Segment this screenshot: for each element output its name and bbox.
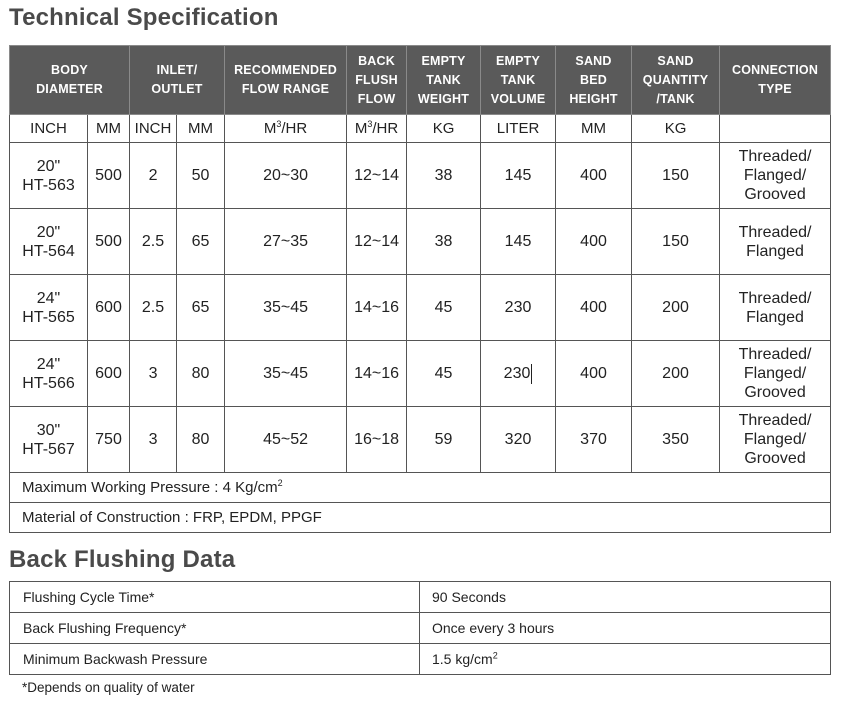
- header-sand-bed-height: SAND BED HEIGHT: [556, 46, 632, 115]
- cell-connection: Threaded/ Flanged/ Grooved: [720, 143, 831, 209]
- cell-volume: 145: [481, 143, 556, 209]
- spec-header-row: [10, 46, 831, 115]
- max-pressure-row: [10, 473, 831, 503]
- cell-bed: 400: [556, 341, 632, 407]
- unit-io-inch: INCH: [130, 115, 177, 143]
- cell-quantity: 200: [632, 275, 720, 341]
- back-flushing-table: [9, 581, 831, 675]
- unit-weight: KG: [407, 115, 481, 143]
- header-empty-tank-volume: EMPTY TANK VOLUME: [481, 46, 556, 115]
- cell-volume: 145: [481, 209, 556, 275]
- unit-quantity: KG: [632, 115, 720, 143]
- table-row: [10, 582, 831, 613]
- cell-dia-mm: 600: [88, 341, 130, 407]
- cell-weight: 38: [407, 209, 481, 275]
- material-row: [10, 503, 831, 533]
- cell-quantity: 150: [632, 143, 720, 209]
- cell-flow: 45~52: [225, 407, 347, 473]
- unit-connection: [720, 115, 831, 143]
- cell-io-inch: 2: [130, 143, 177, 209]
- technical-spec-table: [9, 45, 831, 533]
- header-empty-tank-weight: EMPTY TANK WEIGHT: [407, 46, 481, 115]
- cell-quantity: 150: [632, 209, 720, 275]
- header-sand-quantity: SAND QUANTITY /TANK: [632, 46, 720, 115]
- cell-quantity: 350: [632, 407, 720, 473]
- cell-io-inch: 3: [130, 341, 177, 407]
- unit-flow: $M^3/HR$: [225, 115, 347, 143]
- cell-back-flush: 14~16: [347, 275, 407, 341]
- cell-io-inch: 2.5: [130, 209, 177, 275]
- text-cursor: [531, 364, 532, 384]
- cell-quantity: 200: [632, 341, 720, 407]
- technical-spec-title: Technical Specification: [9, 4, 279, 31]
- flush-label: Minimum Backwash Pressure: [10, 644, 420, 675]
- unit-back-flush: $M^3/HR$: [347, 115, 407, 143]
- cell-bed: 400: [556, 209, 632, 275]
- cell-dia-mm: 500: [88, 143, 130, 209]
- header-connection-type: CONNECTION TYPE: [720, 46, 831, 115]
- cell-flow: 20~30: [225, 143, 347, 209]
- max-pressure-note: Maximum Working Pressure : 4 $Kg/cm^2$: [10, 473, 831, 503]
- cell-volume: 230: [481, 341, 556, 407]
- cell-io-mm: 80: [177, 341, 225, 407]
- cell-io-mm: 65: [177, 275, 225, 341]
- unit-dia-mm: MM: [88, 115, 130, 143]
- cell-connection: Threaded/ Flanged: [720, 275, 831, 341]
- cell-flow: 27~35: [225, 209, 347, 275]
- header-recommended-flow-range: RECOMMENDED FLOW RANGE: [225, 46, 347, 115]
- header-inlet-outlet: INLET/ OUTLET: [130, 46, 225, 115]
- cell-dia-mm: 750: [88, 407, 130, 473]
- cell-io-mm: 65: [177, 209, 225, 275]
- cell-connection: Threaded/ Flanged: [720, 209, 831, 275]
- flush-label: Back Flushing Frequency*: [10, 613, 420, 644]
- table-row: [10, 341, 831, 407]
- header-body-diameter: BODY DIAMETER: [10, 46, 130, 115]
- cell-dia-inch: 30" HT-567: [10, 407, 88, 473]
- cell-volume: 320: [481, 407, 556, 473]
- cell-back-flush: 16~18: [347, 407, 407, 473]
- cell-volume: 230: [481, 275, 556, 341]
- flush-value: Once every 3 hours: [420, 613, 831, 644]
- unit-volume: LITER: [481, 115, 556, 143]
- cell-dia-inch: 20" HT-563: [10, 143, 88, 209]
- cell-bed: 400: [556, 143, 632, 209]
- cell-connection: Threaded/ Flanged/ Grooved: [720, 407, 831, 473]
- footnote: *Depends on quality of water: [22, 680, 195, 695]
- table-row: [10, 275, 831, 341]
- table-row: [10, 644, 831, 675]
- cell-connection: Threaded/ Flanged/ Grooved: [720, 341, 831, 407]
- unit-io-mm: MM: [177, 115, 225, 143]
- cell-io-inch: 3: [130, 407, 177, 473]
- table-row: [10, 613, 831, 644]
- cell-dia-inch: 24" HT-565: [10, 275, 88, 341]
- cell-bed: 370: [556, 407, 632, 473]
- flush-value: 1.5 $kg/cm^2$: [420, 644, 831, 675]
- cell-io-mm: 80: [177, 407, 225, 473]
- table-row: [10, 209, 831, 275]
- cell-back-flush: 12~14: [347, 209, 407, 275]
- cell-dia-inch: 24" HT-566: [10, 341, 88, 407]
- cell-flow: 35~45: [225, 275, 347, 341]
- cell-weight: 45: [407, 275, 481, 341]
- units-row: [10, 115, 831, 143]
- cell-weight: 45: [407, 341, 481, 407]
- cell-bed: 400: [556, 275, 632, 341]
- cell-dia-mm: 600: [88, 275, 130, 341]
- cell-io-inch: 2.5: [130, 275, 177, 341]
- unit-bed: MM: [556, 115, 632, 143]
- back-flushing-title: Back Flushing Data: [9, 546, 236, 573]
- table-row: [10, 407, 831, 473]
- flush-label: Flushing Cycle Time*: [10, 582, 420, 613]
- unit-dia-inch: INCH: [10, 115, 88, 143]
- table-row: [10, 143, 831, 209]
- cell-flow: 35~45: [225, 341, 347, 407]
- material-note: Material of Construction : FRP, EPDM, PPGF: [10, 503, 831, 533]
- cell-back-flush: 12~14: [347, 143, 407, 209]
- cell-dia-inch: 20" HT-564: [10, 209, 88, 275]
- cell-io-mm: 50: [177, 143, 225, 209]
- cell-dia-mm: 500: [88, 209, 130, 275]
- cell-weight: 38: [407, 143, 481, 209]
- cell-back-flush: 14~16: [347, 341, 407, 407]
- header-back-flush-flow: BACK FLUSH FLOW: [347, 46, 407, 115]
- flush-value: 90 Seconds: [420, 582, 831, 613]
- cell-weight: 59: [407, 407, 481, 473]
